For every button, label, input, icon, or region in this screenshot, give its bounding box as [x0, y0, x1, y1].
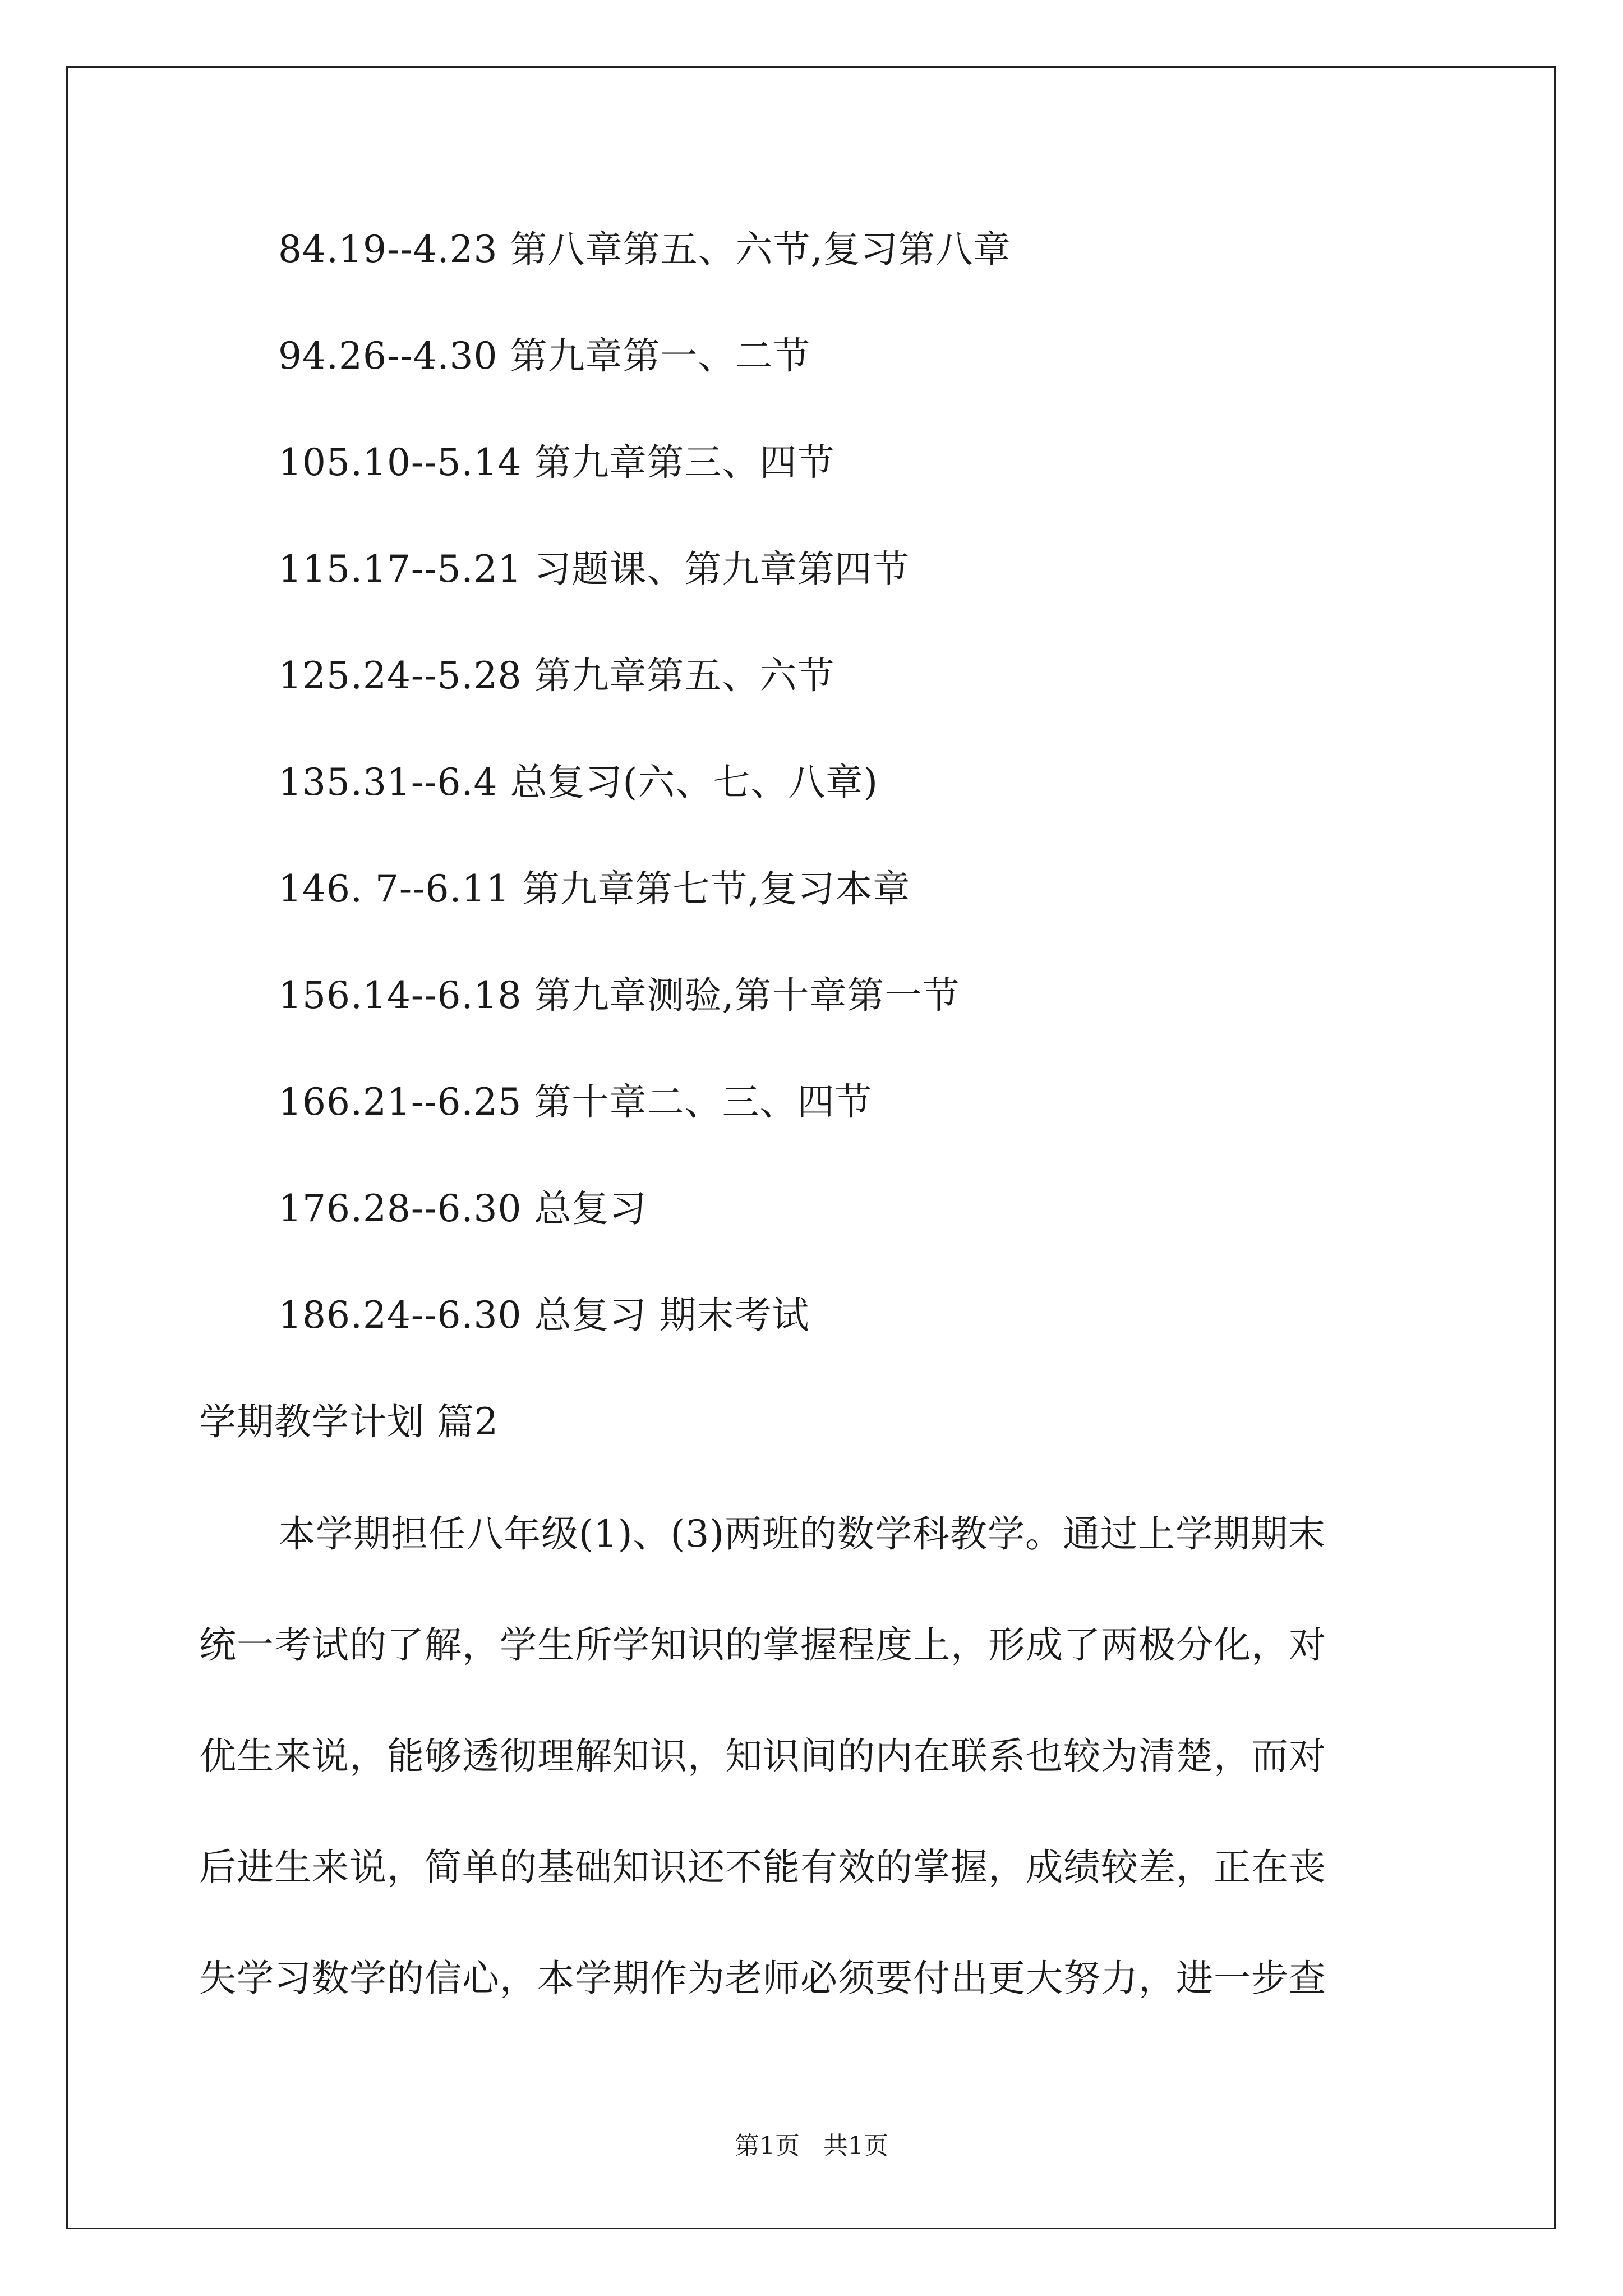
schedule-line-7: 146. 7--6.11 第九章第七节,复习本章: [278, 867, 911, 910]
schedule-line-4: 115.17--5.21 习题课、第九章第四节: [278, 547, 910, 591]
paragraph-line-2: 统一考试的了解，学生所学知识的掌握程度上，形成了两极分化，对: [199, 1623, 1326, 1667]
section-heading: 学期教学计划 篇2: [199, 1400, 499, 1443]
schedule-line-8: 156.14--6.18 第九章测验,第十章第一节: [278, 974, 960, 1017]
schedule-line-10: 176.28--6.30 总复习: [278, 1187, 647, 1230]
page-border: [66, 66, 1556, 2229]
paragraph-line-3: 优生来说，能够透彻理解知识，知识间的内在联系也较为清楚，而对: [199, 1734, 1326, 1778]
schedule-line-5: 125.24--5.28 第九章第五、六节: [278, 654, 835, 697]
paragraph-line-4: 后进生来说，简单的基础知识还不能有效的掌握，成绩较差，正在丧: [199, 1846, 1326, 1889]
schedule-line-2: 94.26--4.30 第九章第一、二节: [278, 334, 811, 378]
schedule-line-11: 186.24--6.30 总复习 期末考试: [278, 1294, 810, 1337]
schedule-line-1: 84.19--4.23 第八章第五、六节,复习第八章: [278, 228, 1011, 271]
paragraph-line-1: 本学期担任八年级(1)、(3)两班的数学科教学。通过上学期期末: [278, 1512, 1326, 1556]
schedule-line-6: 135.31--6.4 总复习(六、七、八章): [278, 761, 878, 804]
schedule-line-9: 166.21--6.25 第十章二、三、四节: [278, 1080, 873, 1124]
page-footer: 第1页 共1页: [735, 2132, 888, 2160]
schedule-line-3: 105.10--5.14 第九章第三、四节: [278, 441, 835, 484]
paragraph-line-5: 失学习数学的信心，本学期作为老师必须要付出更大努力，进一步查: [199, 1957, 1326, 2000]
